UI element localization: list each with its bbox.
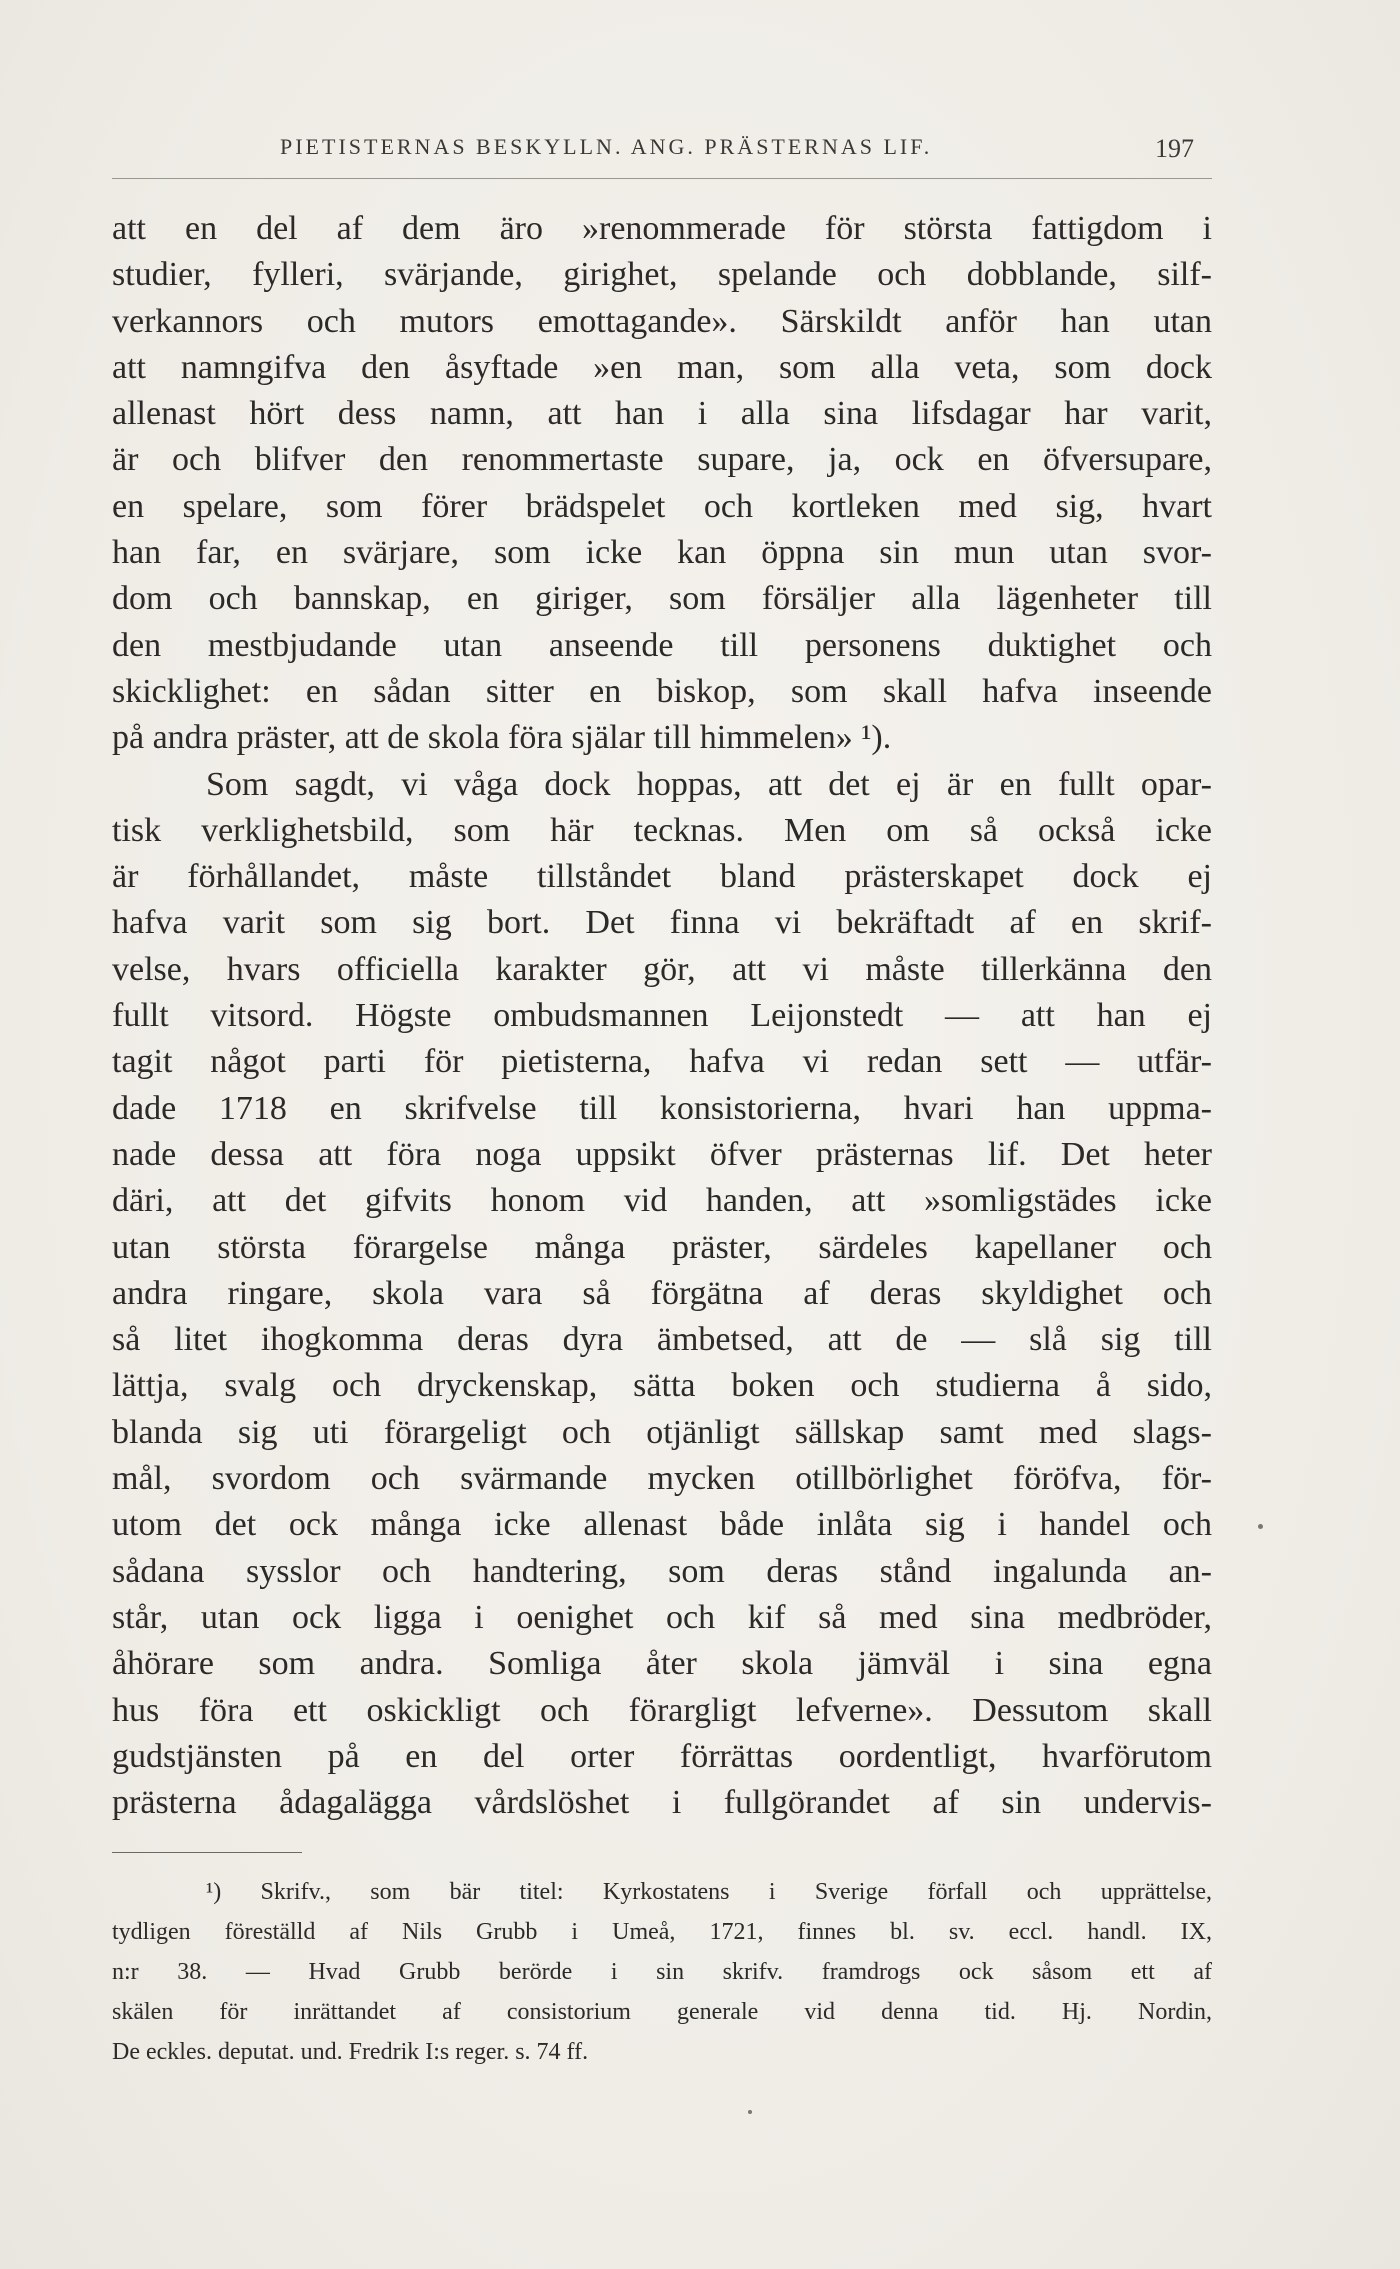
footnote-rule (112, 1852, 302, 1853)
footnote-line: skälen för inrättandet af consistorium generale vid denna tid. Hj. Nordin, (112, 1999, 1212, 2025)
text-line: blanda sig uti förargeligt och otjänligt sällskap samt med slags- (112, 1413, 1212, 1451)
footnote-line: n:r 38. — Hvad Grubb berörde i sin skrifv. framdrogs ock såsom ett af (112, 1959, 1212, 1985)
paragraph-start-line: Som sagdt, vi våga dock hoppas, att det ej är en fullt opar- (206, 765, 1212, 803)
text-line: hus föra ett oskickligt och förargligt lefverne». Dessutom skall (112, 1691, 1212, 1729)
text-line: en spelare, som förer brädspelet och kortleken med sig, hvart (112, 487, 1212, 525)
text-line: däri, att det gifvits honom vid handen, att »somligstädes icke (112, 1182, 1212, 1220)
text-line: åhörare som andra. Somliga åter skola jämväl i sina egna (112, 1645, 1212, 1683)
text-line: han far, en svärjare, som icke kan öppna sin mun utan svor- (112, 534, 1212, 572)
ink-speck (1258, 1524, 1263, 1529)
text-line: andra ringare, skola vara så förgätna af deras skyldighet och (112, 1274, 1212, 1312)
text-line: så litet ihogkomma deras dyra ämbetsed, att de — slå sig till (112, 1321, 1212, 1359)
text-line: fullt vitsord. Högste ombudsmannen Leijonstedt — att han ej (112, 997, 1212, 1035)
text-line: utan största förargelse många präster, särdeles kapellaner och (112, 1228, 1212, 1266)
text-line: hafva varit som sig bort. Det finna vi bekräftadt af en skrif- (112, 904, 1212, 942)
text-line: utom det ock många icke allenast både inlåta sig i handel och (112, 1506, 1212, 1544)
footnote-line: tydligen föreställd af Nils Grubb i Umeå, 1721, finnes bl. sv. eccl. handl. IX, (112, 1919, 1212, 1945)
header-rule (112, 178, 1212, 179)
text-line: är förhållandet, måste tillståndet bland prästerskapet dock ej (112, 858, 1212, 896)
text-line: sådana sysslor och handtering, som deras stånd ingalunda an- (112, 1552, 1212, 1590)
footnote-line: ¹) Skrifv., som bär titel: Kyrkostatens i Sverige förfall och upprättelse, (206, 1879, 1212, 1905)
text-line: dom och bannskap, en giriger, som försäljer alla lägenheter till (112, 580, 1212, 618)
text-line: tagit något parti för pietisterna, hafva vi redan sett — utfär- (112, 1043, 1212, 1081)
text-line: dade 1718 en skrifvelse till konsistorierna, hvari han uppma- (112, 1089, 1212, 1127)
text-line: är och blifver den renommertaste supare, ja, ock en öfversupare, (112, 441, 1212, 479)
body-text (112, 206, 1212, 1826)
text-line: att namngifva den åsyftade »en man, som alla veta, som dock (112, 348, 1212, 386)
footnotes (112, 1872, 1212, 2072)
text-line: allenast hört dess namn, att han i alla sina lifsdagar har varit, (112, 395, 1212, 433)
page-number: 197 (1155, 134, 1194, 163)
text-line: velse, hvars officiella karakter gör, att vi måste tillerkänna den (112, 950, 1212, 988)
text-line: den mestbjudande utan anseende till personens duktighet och (112, 626, 1212, 664)
text-line: tisk verklighetsbild, som här tecknas. Men om så också icke (112, 811, 1212, 849)
text-line: studier, fylleri, svärjande, girighet, spelande och dobblande, silf- (112, 256, 1212, 294)
text-line: skicklighet: en sådan sitter en biskop, som skall hafva inseende (112, 672, 1212, 710)
text-line: prästerna ådagalägga vårdslöshet i fullgörandet af sin undervis- (112, 1784, 1212, 1822)
running-head: PIETISTERNAS BESKYLLN. ANG. PRÄSTERNAS LIF. (280, 134, 933, 159)
text-line: står, utan ock ligga i oenighet och kif så med sina medbröder, (112, 1598, 1212, 1636)
footnote-line: De eckles. deputat. und. Fredrik I:s reger. s. 74 ff. (112, 2039, 589, 2065)
text-line: nade dessa att föra noga uppsikt öfver prästernas lif. Det heter (112, 1135, 1212, 1173)
text-line: verkannors och mutors emottagande». Särskildt anför han utan (112, 302, 1212, 340)
text-line: gudstjänsten på en del orter förrättas oordentligt, hvarförutom (112, 1737, 1212, 1775)
text-line: att en del af dem äro »renommerade för största fattigdom i (112, 210, 1212, 247)
text-line: lättja, svalg och dryckenskap, sätta boken och studierna å sido, (112, 1367, 1212, 1405)
text-line: mål, svordom och svärmande mycken otillbörlighet föröfva, för- (112, 1460, 1212, 1498)
text-line: på andra präster, att de skola föra själar till himmelen» ¹). (112, 719, 892, 757)
ink-speck (748, 2110, 752, 2114)
